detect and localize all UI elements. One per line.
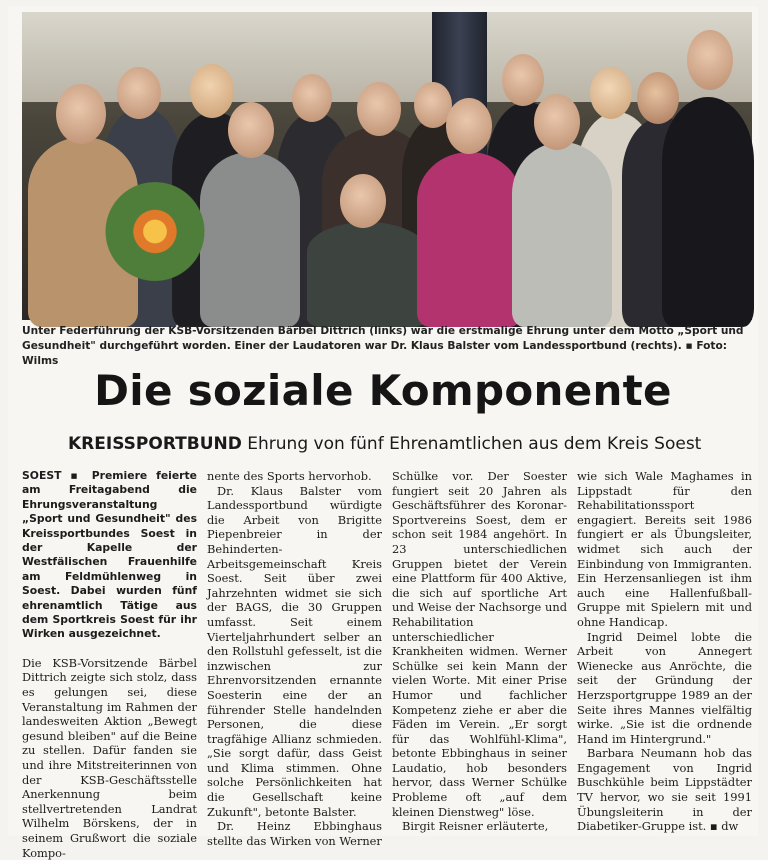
article-body xyxy=(22,469,754,860)
article-column-1 xyxy=(22,469,197,860)
person-head xyxy=(340,174,386,228)
article-paragraph: Birgit Reisner erläuterte, xyxy=(402,819,549,834)
person-silhouette xyxy=(417,152,522,327)
article-paragraph: Ingrid Deimel lobte die Arbeit von Annegert Wienecke aus Anröchte, die seit der Gründung der Herzsportgruppe 1989 an der Seite ihres Mannes vielfältig wirke. „Sie ist die ordnende Hand im Hintergrund." xyxy=(577,629,752,746)
person-head xyxy=(190,64,234,118)
article-paragraph: Die KSB-Vorsitzende Bärbel Dittrich zeigte sich stolz, dass es gelungen sei, diese Veranstaltung im Rahmen der landesweiten Aktion „Bewegt gesund bleiben" auf die Beine zu stellen. Dafür fanden sie und ihre Mitstreiterinnen von der KSB-Geschäftsstelle Anerkennung beim stellvertretenden Landrat Wilhelm Börskens, der in seinem Grußwort die soziale Kompo- xyxy=(22,655,197,860)
person-head xyxy=(56,84,106,144)
subheadline xyxy=(68,434,758,454)
person-silhouette xyxy=(512,142,612,327)
person-head xyxy=(292,74,332,122)
headline: Die soziale Komponente xyxy=(94,366,672,415)
photo-caption: Unter Federführung der KSB-Vorsitzenden Bärbel Dittrich (links) war die erstmalige Ehrung unter dem Motto „Sport und Gesundheit" durchgeführt worden. Einer der Laudatoren war Dr. Klaus Balster vom Landessportbund (rechts). ▪ Foto: Wilms xyxy=(22,325,744,367)
person-head xyxy=(534,94,580,150)
person-head xyxy=(502,54,544,106)
person-head xyxy=(687,30,733,90)
article-paragraph: wie sich Wale Maghames in Lippstadt für den Rehabilitationssport engagiert. Bereits seit 1986 fungiert er als Übungsleiter, widmet sich auch der Einbindung von Immigranten. Ein Herzensanliegen ist ihm auch eine Hallenfußball-Gruppe mit Spielern mit und ohne Handicap. xyxy=(577,469,752,629)
person-silhouette xyxy=(662,97,754,327)
person-silhouette xyxy=(307,222,427,327)
group-photo xyxy=(22,12,752,320)
article-paragraph: Dr. Heinz Ebbinghaus stellte das Wirken von Werner xyxy=(207,819,382,848)
person-silhouette xyxy=(200,152,300,327)
article-column-2 xyxy=(207,469,382,848)
subheadline-text: Ehrung von fünf Ehrenamtlichen aus dem Kreis Soest xyxy=(247,434,702,454)
subheadline-kicker: KREISSPORTBUND xyxy=(68,434,242,454)
flower-bouquet xyxy=(100,182,210,292)
article-column-4 xyxy=(577,469,752,834)
newspaper-clipping xyxy=(8,6,758,860)
person-head xyxy=(637,72,679,124)
person-head xyxy=(590,67,632,119)
person-head xyxy=(357,82,401,136)
article-paragraph: Schülke vor. Der Soester fungiert seit 20 Jahren als Geschäftsführer des Koronar-Sportvereins Soest, dem er schon seit 1984 angehört. In 23 unterschiedlichen Gruppen bietet der Verein eine Plattform für 400 Aktive, die sich auf sportliche Art und Weise der Nachsorge und Rehabilitation unterschiedlicher Krankheiten widmen. Werner Schülke sei kein Mann der vielen Worte. Mit einer Prise Humor und fachlicher Kompetenz ziehe er aber die Fäden im Verein. „Er sorgt für das Wohlfühl-Klima", betonte Ebbinghaus in seiner Laudatio, hob besonders hervor, dass Werner Schülke Probleme oft „auf dem kleinen Dienstweg" löse. xyxy=(392,469,567,819)
article-lead: SOEST ▪ Premiere feierte am Freitagabend die Ehrungsveranstaltung „Sport und Gesundheit" des Kreissportbundes Soest in der Kapelle der Westfälischen Frauenhilfe am Feldmühlenweg in Soest. Dabei wurden fünf ehrenamtlich Tätige aus dem Sportkreis Soest für ihr Wirken ausgezeichnet. xyxy=(22,469,197,641)
article-column-3 xyxy=(392,469,567,834)
article-paragraph: Barbara Neumann hob das Engagement von Ingrid Buschkühle beim Lippstädter TV hervor, wo sie seit 1991 Übungsleiterin in der Diabetiker-Gruppe ist. ▪ dw xyxy=(577,746,752,834)
article-paragraph: nente des Sports hervorhob. xyxy=(207,469,372,483)
person-head xyxy=(228,102,274,158)
article-paragraph: Dr. Klaus Balster vom Landessportbund würdigte die Arbeit von Brigitte Piepenbreier in der Behinderten-Arbeitsgemeinschaft Kreis Soest. Seit über zwei Jahrzehnten widmet sie sich der BAGS, die 30 Gruppen umfasst. Seit einem Vierteljahrhundert selber an den Rollstuhl gefesselt, ist die inzwischen zur Ehrenvorsitzenden ernannte Soesterin eine der an führender Stelle handelnden Personen, die diese tragfähige Allianz schmieden. „Sie sorgt dafür, dass Geist und Klima stimmen. Ohne solche Persönlichkeiten hat die Gesellschaft keine Zukunft", betonte Balster. xyxy=(207,483,382,819)
person-head xyxy=(446,98,492,154)
person-head xyxy=(117,67,161,119)
